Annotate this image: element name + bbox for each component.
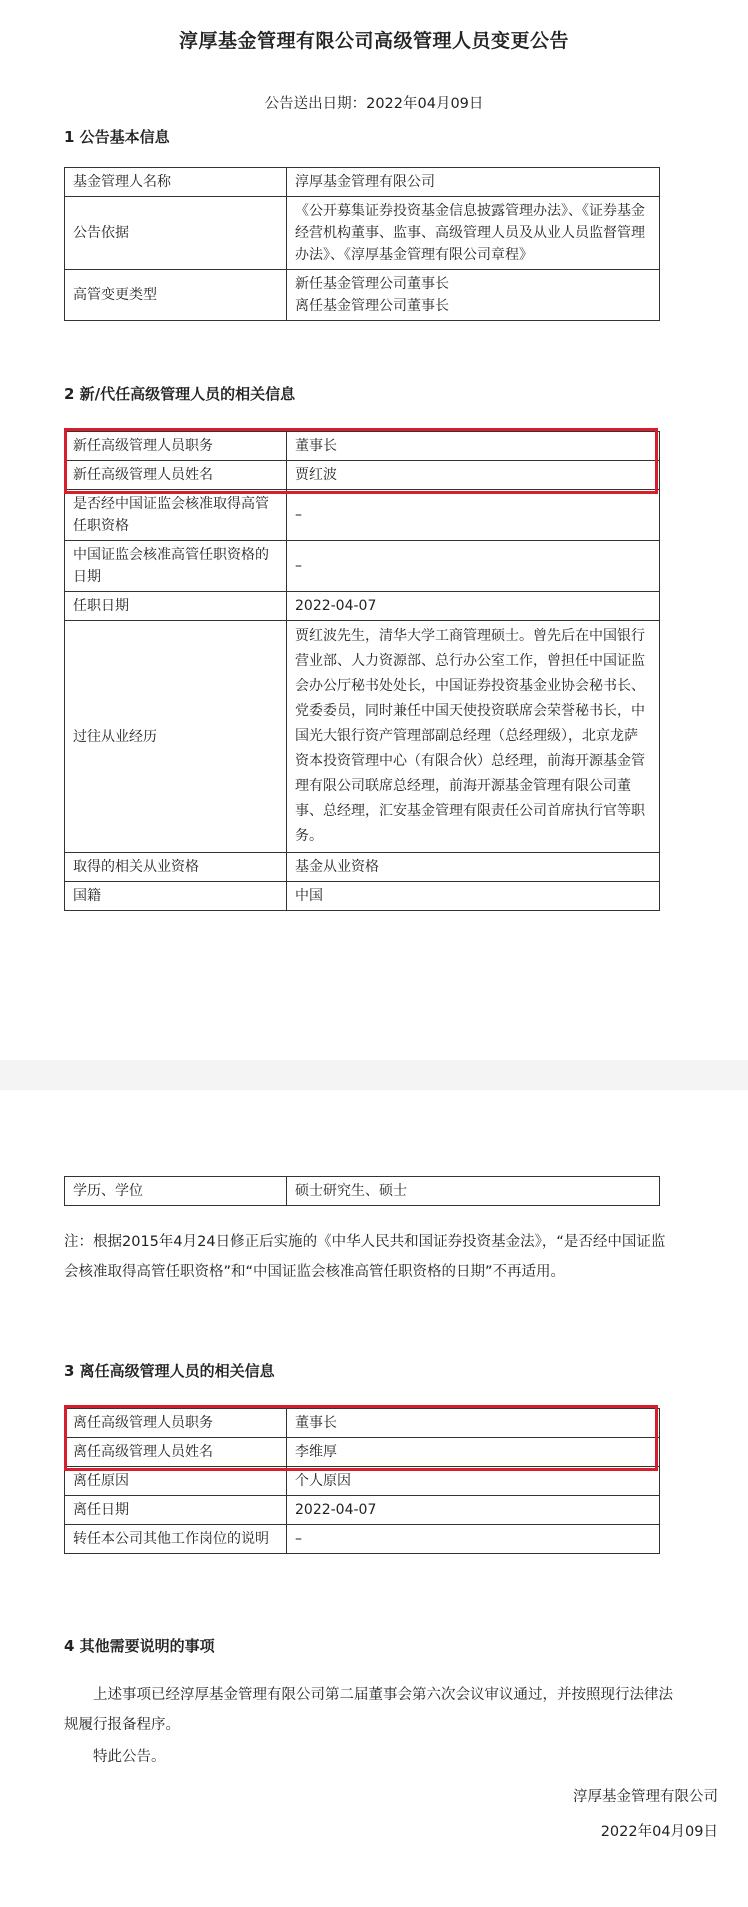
table-value: 硕士研究生、硕士 bbox=[287, 1177, 660, 1206]
table-row bbox=[65, 1438, 660, 1467]
table-row bbox=[65, 1177, 660, 1206]
section-4-heading: 4 其他需要说明的事项 bbox=[64, 1637, 215, 1655]
education-table bbox=[64, 1176, 660, 1206]
table-row bbox=[65, 270, 660, 321]
signature-date: 2022年04月09日 bbox=[600, 1824, 718, 1840]
table-row bbox=[65, 592, 660, 621]
table-key: 离任日期 bbox=[65, 1496, 287, 1525]
table-row bbox=[65, 1525, 660, 1554]
table-key: 离任高级管理人员职务 bbox=[65, 1409, 287, 1438]
table-value: – bbox=[287, 541, 660, 592]
table-key: 新任高级管理人员职务 bbox=[65, 432, 287, 461]
table-value: 新任基金管理公司董事长 离任基金管理公司董事长 bbox=[287, 270, 660, 321]
publish-date: 公告送出日期：2022年04月09日 bbox=[264, 96, 484, 112]
table-value: 董事长 bbox=[287, 1409, 660, 1438]
departing-executive-table bbox=[64, 1408, 660, 1554]
table-row bbox=[65, 490, 660, 541]
table-value: 基金从业资格 bbox=[287, 853, 660, 882]
section-2-heading: 2 新/代任高级管理人员的相关信息 bbox=[64, 385, 296, 403]
table-key: 离任高级管理人员姓名 bbox=[65, 1438, 287, 1467]
table-key: 学历、学位 bbox=[65, 1177, 287, 1206]
document-page-2 bbox=[0, 1090, 748, 1907]
table-row bbox=[65, 1409, 660, 1438]
new-executive-table bbox=[64, 431, 660, 911]
table-row bbox=[65, 541, 660, 592]
section-3-heading: 3 离任高级管理人员的相关信息 bbox=[64, 1362, 275, 1380]
table-key: 中国证监会核准高管任职资格的日期 bbox=[65, 541, 287, 592]
table-row bbox=[65, 853, 660, 882]
table-key: 取得的相关从业资格 bbox=[65, 853, 287, 882]
resolution-paragraph: 上述事项已经淳厚基金管理有限公司第二届董事会第六次会议审议通过，并按照现行法律法规履行报备程序。 bbox=[64, 1687, 673, 1733]
table-key: 国籍 bbox=[65, 882, 287, 911]
table-value: 2022-04-07 bbox=[287, 592, 660, 621]
table-value: 中国 bbox=[287, 882, 660, 911]
table-value: 淳厚基金管理有限公司 bbox=[287, 168, 660, 197]
table-value: 个人原因 bbox=[287, 1467, 660, 1496]
table-row bbox=[65, 621, 660, 853]
table-value: 董事长 bbox=[287, 432, 660, 461]
table-row bbox=[65, 197, 660, 270]
table-value: 贾红波 bbox=[287, 461, 660, 490]
table-key: 高管变更类型 bbox=[65, 270, 287, 321]
table-value: – bbox=[287, 490, 660, 541]
page-separator bbox=[0, 1060, 748, 1090]
section-1-heading: 1 公告基本信息 bbox=[64, 128, 170, 146]
basic-info-table bbox=[64, 167, 660, 321]
table-row bbox=[65, 461, 660, 490]
table-value: 2022-04-07 bbox=[287, 1496, 660, 1525]
table-row bbox=[65, 432, 660, 461]
signature-company: 淳厚基金管理有限公司 bbox=[573, 1789, 718, 1805]
legal-note: 注：根据2015年4月24日修正后实施的《中华人民共和国证券投资基金法》，“是否经中国证监会核准取得高管任职资格”和“中国证监会核准高管任职资格的日期”不再适用。 bbox=[64, 1234, 666, 1280]
table-key: 新任高级管理人员姓名 bbox=[65, 461, 287, 490]
table-value: 贾红波先生，清华大学工商管理硕士。曾先后在中国银行营业部、人力资源部、总行办公室工作，曾担任中国证监会办公厅秘书处处长，中国证券投资基金业协会秘书长、党委委员，同时兼任中国天使投资联席会荣誉秘书长，中国光大银行资产管理部副总经理（总经理级），北京龙萨资本投资管理中心（有限合伙）总经理，前海开源基金管理有限公司联席总经理，前海开源基金管理有限公司董事、总经理，汇安基金管理有限责任公司首席执行官等职务。 bbox=[287, 621, 660, 853]
table-row bbox=[65, 882, 660, 911]
table-key: 过往从业经历 bbox=[65, 621, 287, 853]
table-row bbox=[65, 1467, 660, 1496]
table-value: 李维厚 bbox=[287, 1438, 660, 1467]
table-row bbox=[65, 1496, 660, 1525]
table-key: 转任本公司其他工作岗位的说明 bbox=[65, 1525, 287, 1554]
table-key: 公告依据 bbox=[65, 197, 287, 270]
table-key: 离任原因 bbox=[65, 1467, 287, 1496]
table-row bbox=[65, 168, 660, 197]
table-key: 任职日期 bbox=[65, 592, 287, 621]
table-key: 是否经中国证监会核准取得高管任职资格 bbox=[65, 490, 287, 541]
table-key: 基金管理人名称 bbox=[65, 168, 287, 197]
closing-statement: 特此公告。 bbox=[93, 1749, 166, 1765]
table-value: – bbox=[287, 1525, 660, 1554]
document-title: 淳厚基金管理有限公司高级管理人员变更公告 bbox=[178, 30, 569, 52]
table-value: 《公开募集证券投资基金信息披露管理办法》、《证券基金经营机构董事、监事、高级管理人员及从业人员监督管理办法》、《淳厚基金管理有限公司章程》 bbox=[287, 197, 660, 270]
